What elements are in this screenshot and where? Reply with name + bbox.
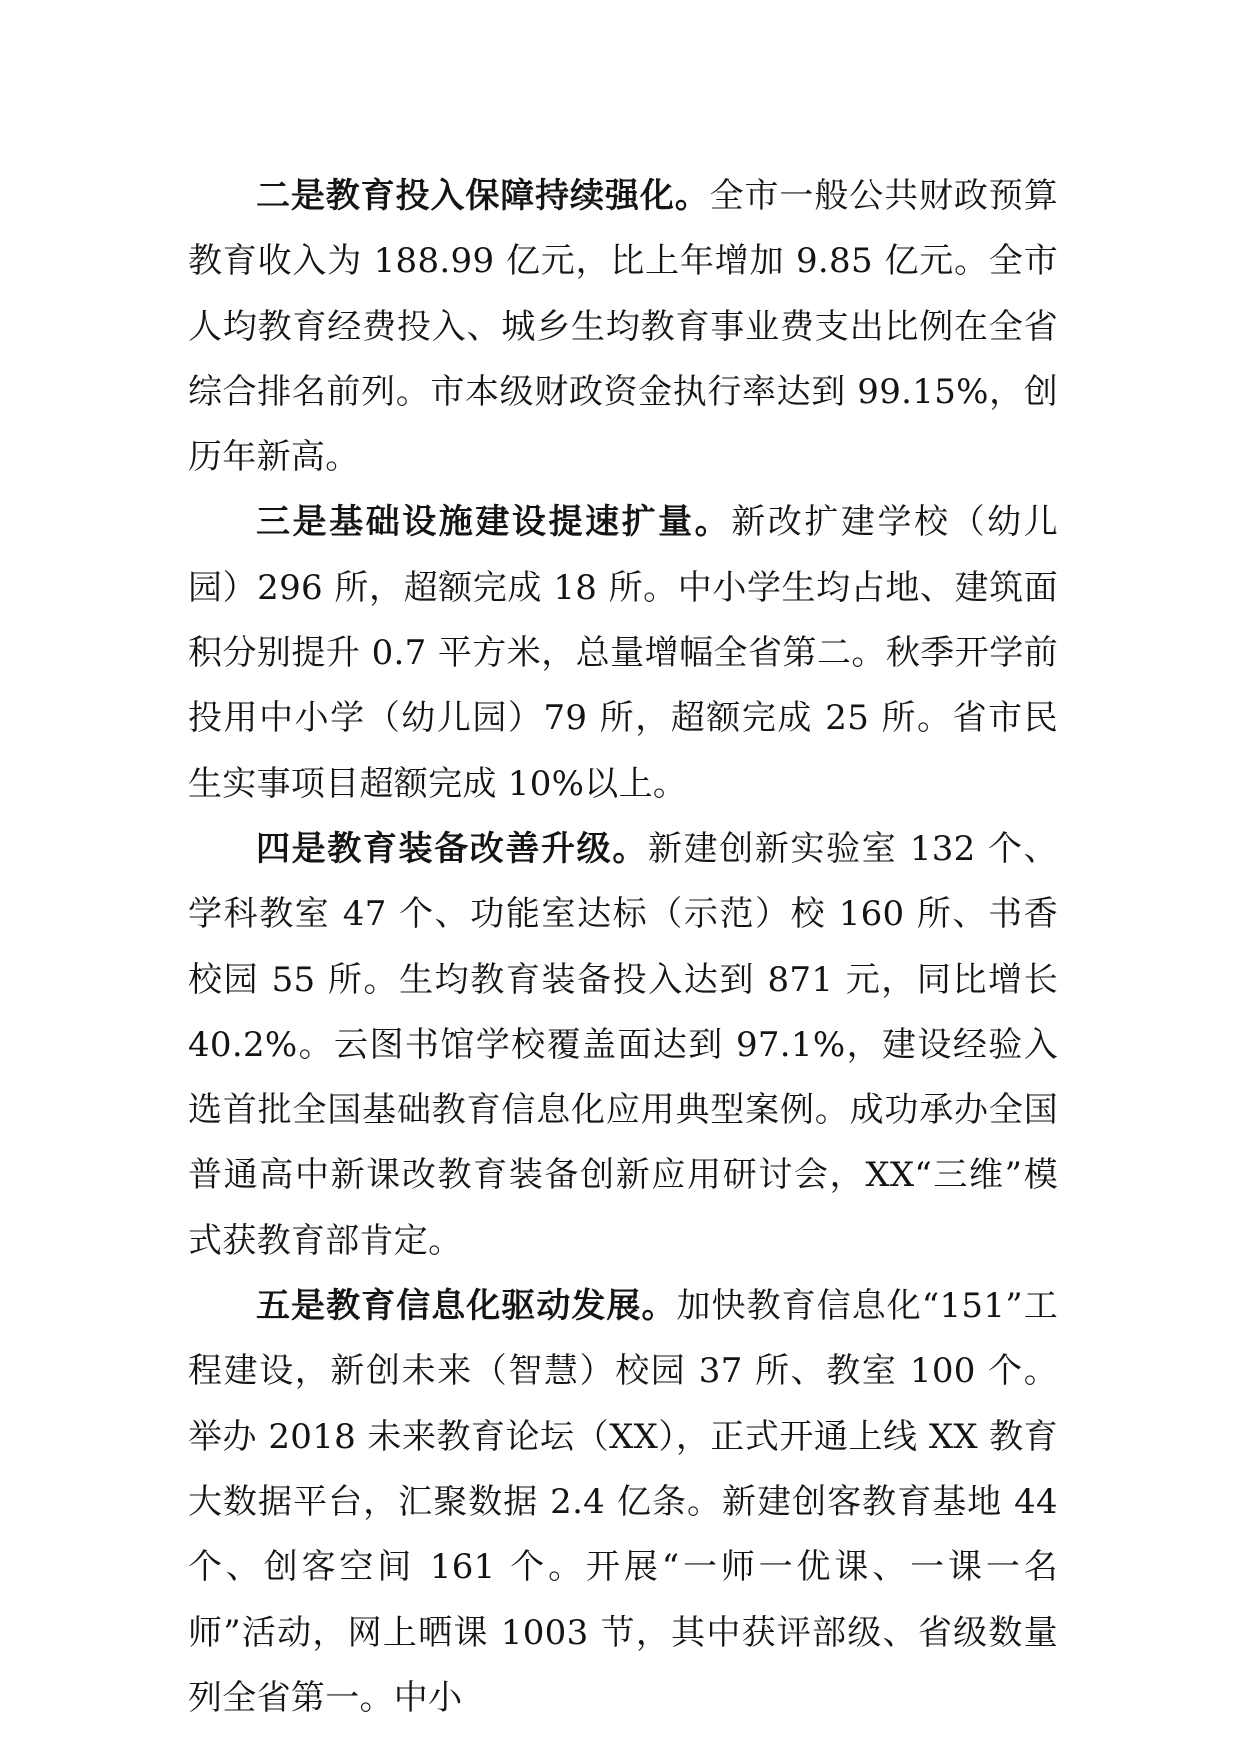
- paragraph-text: 加快教育信息化“151”工程建设，新创未来（智慧）校园 37 所、教室 100 个。举办 2018 未来教育论坛（XX），正式开通上线 XX 教育大数据平台，汇聚数据 2.4 亿条。新建创客教育基地 44 个、创客空间 161 个。开展“一师一优课、一课一名师”活动，网上晒课 1003 节，其中获评部级、省级数量列全省第一。中小: [188, 1286, 1058, 1718]
- paragraph-text: 新建创新实验室 132 个、学科教室 47 个、功能室达标（示范）校 160 所、书香校园 55 所。生均教育装备投入达到 871 元，同比增长 40.2%。云图书馆学校覆盖面达到 97.1%，建设经验入选首批全国基础教育信息化应用典型案例。成功承办全国普通高中新课改教育装备创新应用研讨会，XX“三维”模式获教育部肯定。: [188, 828, 1058, 1261]
- paragraph-equipment: [188, 817, 1058, 1274]
- paragraph-heading: 五是教育信息化驱动发展。: [256, 1286, 677, 1327]
- paragraph-text: 新改扩建学校（幼儿园）296 所，超额完成 18 所。中小学生均占地、建筑面积分别提升 0.7 平方米，总量增幅全省第二。秋季开学前投用中小学（幼儿园）79 所，超额完成 25 所。省市民生实事项目超额完成 10%以上。: [188, 502, 1059, 804]
- paragraph-informatization: [188, 1274, 1058, 1731]
- document-body: [188, 164, 1058, 1731]
- paragraph-text: 全市一般公共财政预算教育收入为 188.99 亿元，比上年增加 9.85 亿元。全市人均教育经费投入、城乡生均教育事业费支出比例在全省综合排名前列。市本级财政资金执行率达到 99.15%，创历年新高。: [188, 176, 1058, 478]
- paragraph-infrastructure: [188, 490, 1058, 816]
- paragraph-education-investment: [188, 164, 1058, 490]
- paragraph-heading: 四是教育装备改善升级。: [256, 828, 648, 869]
- paragraph-heading: 三是基础设施建设提速扩量。: [256, 502, 732, 543]
- paragraph-heading: 二是教育投入保障持续强化。: [256, 176, 710, 216]
